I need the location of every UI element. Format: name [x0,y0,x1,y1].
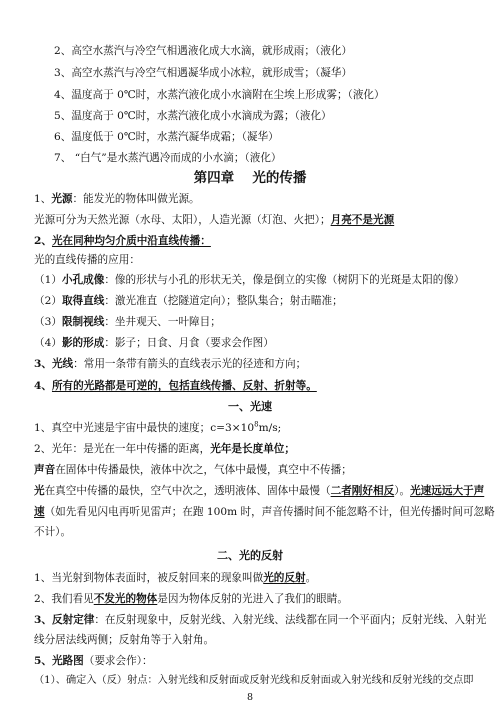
term: 限制视线 [61,316,105,328]
emphasis: 所有的光路都是可逆的，包括直线传播、反射、折射等。 [51,380,317,392]
paragraph: 光的直线传播的应用： [34,254,140,266]
paragraph: 2、光年：是光在一年中传播的距离，光年是长度单位； [34,443,295,455]
list-item: （3）限制视线：坐井观天、一叶障目； [34,316,221,328]
chapter-title: 第四章 光的传播 [193,170,307,186]
paragraph: 5、光路图（要求会作）： [34,655,153,667]
paragraph: 不计）。 [34,526,72,538]
paragraph: 1、真空中光速是宇宙中最快的速度；$c=3\times 10^8m/s$; [34,420,282,434]
emphasis: 不发光的物体 [93,593,158,605]
paragraph: 3、反射定律：在反射现象中，反射光线、入射光线、法线都在同一个平面内；反射光线、入射光 [34,614,487,626]
list-item: 6、温度低于 0℃时，水蒸汽凝华成霜；（凝华） [54,131,279,143]
paragraph: 速（如先看见闪电再听见雷声；在跑 100m 时，声音传播时间不能忽略不计，但光传播时间可忽略 [34,506,495,518]
page-number: 8 [246,692,254,703]
paragraph: 光在真空中传播的最快，空气中次之，透明液体、固体中最慢（二者刚好相反）。光速远远大于声 [34,485,485,497]
emphasis: 光在同种均匀介质中沿直线传播： [51,235,211,247]
emphasis: 光年是长度单位； [210,443,295,455]
term: 光路图 [51,655,84,667]
paragraph: 4、所有的光路都是可逆的，包括直线传播、反射、折射等。 [34,380,317,392]
term: 取得直线 [61,295,105,307]
term: 影的形成 [61,337,105,349]
list-item: 5、温度高于 0℃时，水蒸汽液化成小水滴成为露；（液化） [54,110,332,122]
paragraph: 线分居法线两侧；反射角等于入射角。 [34,634,215,646]
paragraph: 2、我们看见不发光的物体是因为物体反射的光进入了我们的眼睛。 [34,593,348,605]
emphasis: 月亮不是光源 [330,214,395,226]
list-item: 7、 “白气”是水蒸汽遇冷而成的小水滴；（液化） [54,152,282,164]
list-item: （1）小孔成像：像的形状与小孔的形状无关，像是倒立的实像（树阴下的光斑是太阳的像） [34,274,465,286]
term: 光源 [51,193,73,205]
paragraph: （1）、确定入（反）射点：入射光线和反射面或反射光线和反射面或入射光线和反射光线的交点即 [34,675,474,686]
section-title: 一、光速 [228,400,272,413]
emphasis: 速 [34,506,45,518]
list-item: 3、高空水蒸汽与冷空气相遇凝华成小冰粒，就形成雪；（凝华） [54,67,353,79]
list-item: （4）影的形成：影子；日食、月食（要求会作图） [34,337,274,349]
paragraph: 1、光源：能发光的物体叫做光源。 [34,193,200,205]
term: 光线 [51,358,74,370]
paragraph: 光源可分为天然光源（水母、太阳），人造光源（灯泡、火把）；月亮不是光源 [34,214,395,226]
list-item: （2）取得直线：激光准直（挖隧道定向）；整队集合；射击瞄准； [34,295,343,307]
paragraph: 2、光在同种均匀介质中沿直线传播： [34,235,211,247]
list-item: 4、温度高于 0℃时，水蒸汽液化成小水滴附在尘埃上形成雾；（液化） [54,89,385,101]
term: 反射定律 [51,614,95,626]
emphasis: 光的反射 [263,572,306,584]
term: 小孔成像 [61,274,105,286]
emphasis: 光速远远大于声 [410,485,485,497]
list-item: 2、高空水蒸汽与冷空气相遇液化成大水滴，就形成雨；（液化） [54,45,353,57]
paragraph: 1、当光射到物体表面时，被反射回来的现象叫做光的反射。 [34,572,317,584]
paragraph: 3、光线：常用一条带有箭头的直线表示光的径迹和方向； [34,358,307,370]
term: 声音 [34,464,56,476]
paragraph: 声音在固体中传播最快，液体中次之，气体中最慢，真空中不传播； [34,464,352,476]
term: 光 [34,485,45,497]
section-title: 二、光的反射 [217,549,283,562]
emphasis: 二者刚好相反 [330,485,395,497]
